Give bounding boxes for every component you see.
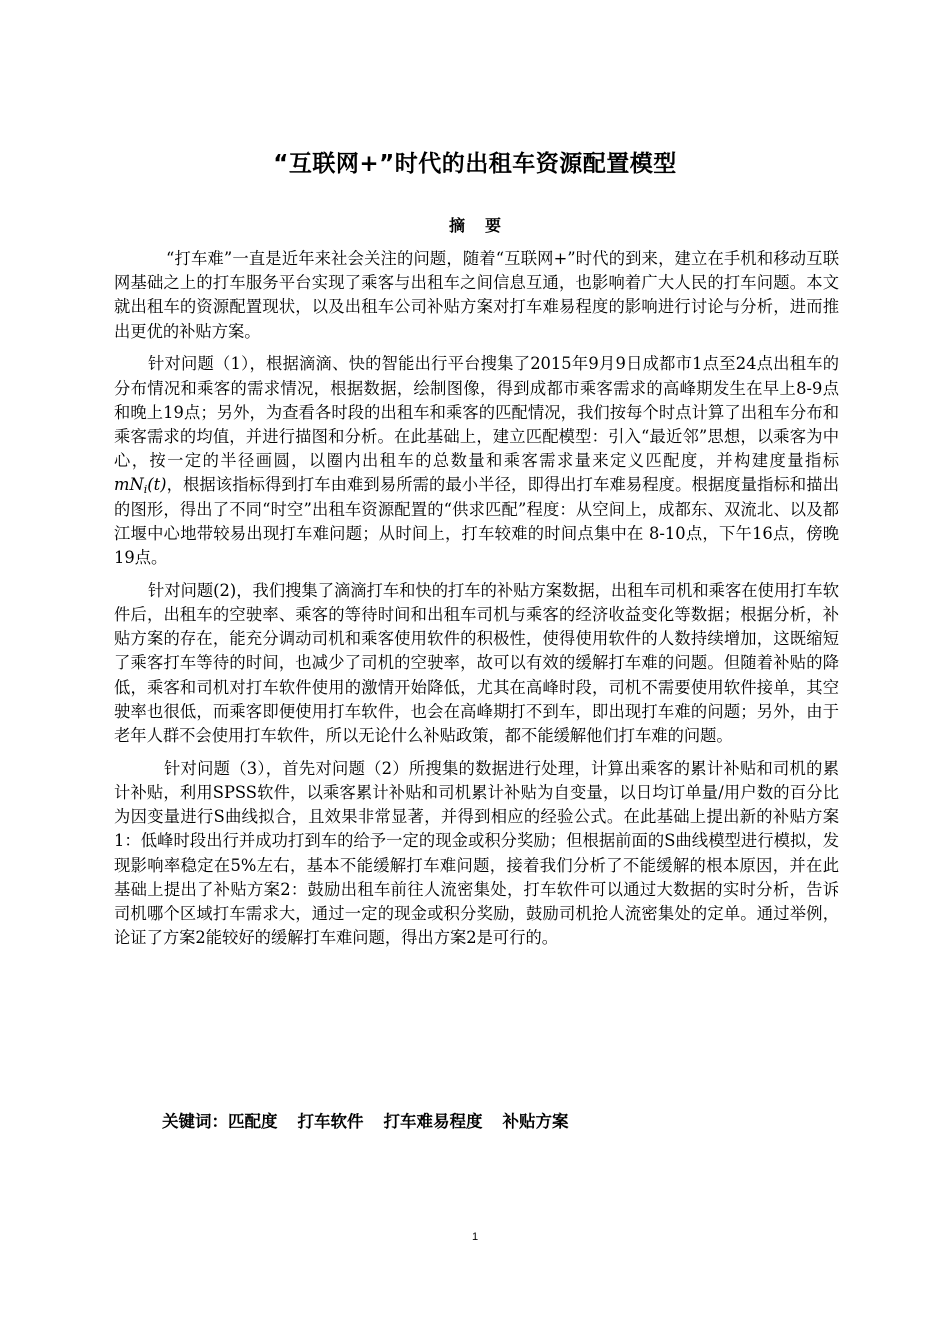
metric-subscript: i xyxy=(143,483,148,497)
metric-argument: (t) xyxy=(147,475,167,495)
abstract-heading: 摘要 xyxy=(448,216,521,235)
page-number: 1 xyxy=(471,1231,479,1243)
metric-base: mN xyxy=(114,475,144,495)
abstract-body xyxy=(114,247,839,959)
abstract-paragraph-1: “打车难”一直是近年来社会关注的问题，随着“互联网+”时代的到来，建立在手机和移动互联网基础之上的打车服务平台实现了乘客与出租车之间信息互通，也影响着广大人民的打车问题。本文就出租车的资源配置现状，以及出租车公司补贴方案对打车难易程度的影响进行讨论与分析，进而推出更优的补贴方案。 xyxy=(114,249,839,341)
paragraph-2-text-a: 针对问题（1），根据滴滴、快的智能出行平台搜集了2015年9月9日成都市1点至24点出租车的分布情况和乘客的需求情况，根据数据，绘制图像，得到成都市乘客需求的高峰期发生在早上8-9点和晚上19点；另外，为查看各时段的出租车和乘客的匹配情况，我们按每个时点计算了出租车分布和乘客需求的均值，并进行描图和分析。在此基础上，建立匹配模型：引入“最近邻”思想，以乘客为中心，按一定的半径画圆，以圈内出租车的总数量和乘客需求量来定义匹配度，并构建度量指标 xyxy=(114,354,839,471)
keyword-2: 打车软件 xyxy=(297,1112,364,1131)
keyword-3: 打车难易程度 xyxy=(383,1112,483,1131)
paragraph-2-text-b: ，根据该指标得到打车由难到易所需的最小半径，即得出打车难易程度。根据度量指标和描出的图形，得出了不同“时空”出租车资源配置的“供求匹配”程度：从空间上，成都东、双流北、以及都江堰中心地带较易出现打车难问题；从时间上，打车较难的时间点集中在 8-10点，下午16点，傍晚19点。 xyxy=(114,475,839,568)
abstract-paragraph-4: 针对问题（3），首先对问题（2）所搜集的数据进行处理，计算出乘客的累计补贴和司机的累计补贴，利用SPSS软件，以乘客累计补贴和司机累计补贴为自变量，以日均订单量/用户数的百分比为因变量进行S曲线拟合，且效果非常显著，并得到相应的经验公式。在此基础上提出新的补贴方案1：低峰时段出行并成功打到车的给予一定的现金或积分奖励；但根据前面的S曲线模型进行模拟，发现影响率稳定在5%左右，基本不能缓解打车难问题，接着我们分析了不能缓解的根本原因，并在此基础上提出了补贴方案2：鼓励出租车前往人流密集处，打车软件可以通过大数据的实时分析，告诉司机哪个区域打车需求大，通过一定的现金或积分奖励，鼓励司机抢人流密集处的定单。通过举例，论证了方案2能较好的缓解打车难问题，得出方案2是可行的。 xyxy=(114,758,839,948)
keyword-4: 补贴方案 xyxy=(502,1112,569,1131)
keyword-1: 匹配度 xyxy=(228,1112,278,1131)
abstract-paragraph-2 xyxy=(114,352,839,570)
paper-title: “互联网+”时代的出租车资源配置模型 xyxy=(273,151,677,177)
abstract-paragraph-3: 针对问题(2)，我们搜集了滴滴打车和快的打车的补贴方案数据，出租车司机和乘客在使用打车软件后，出租车的空驶率、乘客的等待时间和出租车司机与乘客的经济收益变化等数据；根据分析，补贴方案的存在，能充分调动司机和乘客使用软件的积极性，使得使用软件的人数持续增加，这既缩短了乘客打车等待的时间，也减少了司机的空驶率，故可以有效的缓解打车难的问题。但随着补贴的降低，乘客和司机对打车软件使用的激情开始降低，尤其在高峰时段，司机不需要使用软件接单，其空驶率也很低，而乘客即便使用打车软件，也会在高峰期打不到车，即出现打车难的问题；另外，由于老年人群不会使用打车软件，所以无论什么补贴政策，都不能缓解他们打车难的问题。 xyxy=(114,580,839,746)
keywords-line xyxy=(162,1110,589,1134)
metric-formula xyxy=(114,475,167,497)
keywords-label: 关键词： xyxy=(162,1112,228,1131)
